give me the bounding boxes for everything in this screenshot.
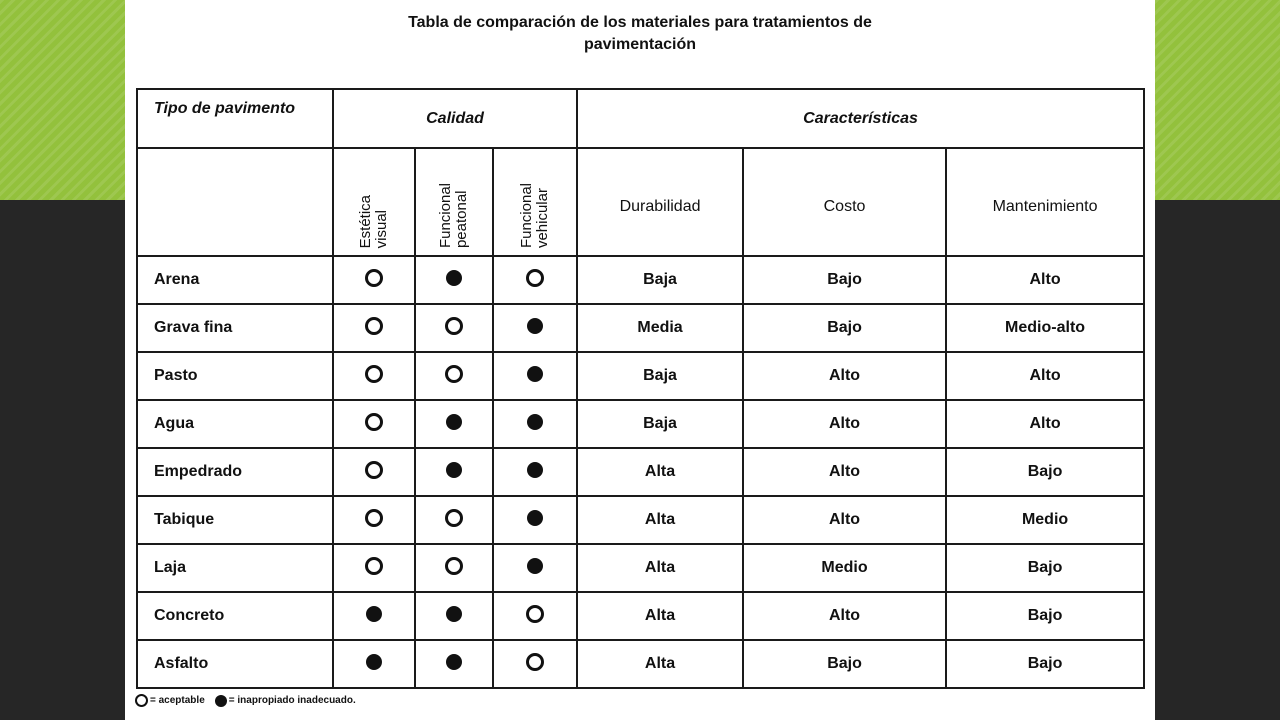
- row-material-name: Asfalto: [137, 640, 333, 688]
- cell-durabilidad: Baja: [577, 352, 743, 400]
- title-line-1: Tabla de comparación de los materiales para tratamientos de: [408, 14, 872, 31]
- header-calidad: Calidad: [333, 89, 577, 148]
- acceptable-circle-icon: [445, 509, 463, 527]
- cell-costo: Bajo: [743, 256, 946, 304]
- table-row: [137, 544, 1144, 592]
- cell-vehicular: [493, 640, 577, 688]
- header-estetica: [333, 148, 415, 256]
- cell-peatonal: [415, 400, 493, 448]
- acceptable-circle-icon: [365, 269, 383, 287]
- inappropriate-dot-icon: [366, 654, 382, 670]
- document-sheet: [125, 0, 1155, 720]
- row-material-name: Concreto: [137, 592, 333, 640]
- cell-costo: Medio: [743, 544, 946, 592]
- table-row: [137, 592, 1144, 640]
- cell-vehicular: [493, 304, 577, 352]
- inappropriate-dot-icon: [527, 414, 543, 430]
- cell-peatonal: [415, 448, 493, 496]
- inappropriate-dot-icon: [527, 318, 543, 334]
- header-peatonal-label: Funcional peatonal: [437, 182, 470, 248]
- cell-vehicular: [493, 592, 577, 640]
- cell-mantenimiento: Medio-alto: [946, 304, 1144, 352]
- decor-green-right: [1155, 0, 1280, 200]
- title-line-2: pavimentación: [583, 36, 697, 53]
- inappropriate-dot-icon: [446, 606, 462, 622]
- decor-green-left: [0, 0, 125, 200]
- acceptable-circle-icon: [445, 557, 463, 575]
- cell-durabilidad: Alta: [577, 640, 743, 688]
- cell-estetica: [333, 592, 415, 640]
- cell-costo: Alto: [743, 592, 946, 640]
- cell-estetica: [333, 400, 415, 448]
- cell-mantenimiento: Bajo: [946, 448, 1144, 496]
- acceptable-circle-icon: [526, 269, 544, 287]
- inappropriate-dot-icon: [527, 462, 543, 478]
- inappropriate-dot-icon: [527, 366, 543, 382]
- cell-mantenimiento: Bajo: [946, 640, 1144, 688]
- cell-peatonal: [415, 304, 493, 352]
- cell-mantenimiento: Alto: [946, 352, 1144, 400]
- table-row: [137, 256, 1144, 304]
- cell-costo: Bajo: [743, 640, 946, 688]
- inappropriate-dot-icon: [215, 695, 227, 707]
- header-vehicular: [493, 148, 577, 256]
- table-row: [137, 640, 1144, 688]
- inappropriate-dot-icon: [527, 558, 543, 574]
- row-material-name: Empedrado: [137, 448, 333, 496]
- header-costo: Costo: [743, 148, 946, 256]
- row-material-name: Agua: [137, 400, 333, 448]
- table-row: [137, 496, 1144, 544]
- acceptable-circle-icon: [365, 413, 383, 431]
- inappropriate-dot-icon: [527, 510, 543, 526]
- cell-costo: Alto: [743, 352, 946, 400]
- cell-peatonal: [415, 544, 493, 592]
- cell-estetica: [333, 496, 415, 544]
- inappropriate-dot-icon: [446, 654, 462, 670]
- cell-vehicular: [493, 400, 577, 448]
- cell-peatonal: [415, 352, 493, 400]
- cell-durabilidad: Baja: [577, 256, 743, 304]
- cell-durabilidad: Media: [577, 304, 743, 352]
- cell-peatonal: [415, 640, 493, 688]
- legend: [135, 694, 356, 707]
- acceptable-circle-icon: [365, 461, 383, 479]
- legend-acceptable: = aceptable: [150, 695, 205, 706]
- decor-dark-left: [0, 200, 125, 720]
- row-material-name: Arena: [137, 256, 333, 304]
- inappropriate-dot-icon: [446, 462, 462, 478]
- header-peatonal: [415, 148, 493, 256]
- comparison-table: [136, 88, 1145, 689]
- row-material-name: Grava fina: [137, 304, 333, 352]
- header-caracteristicas: Características: [577, 89, 1144, 148]
- row-material-name: Pasto: [137, 352, 333, 400]
- inappropriate-dot-icon: [446, 270, 462, 286]
- cell-peatonal: [415, 256, 493, 304]
- row-material-name: Laja: [137, 544, 333, 592]
- header-durabilidad: Durabilidad: [577, 148, 743, 256]
- cell-estetica: [333, 352, 415, 400]
- acceptable-circle-icon: [526, 605, 544, 623]
- cell-durabilidad: Alta: [577, 496, 743, 544]
- cell-vehicular: [493, 496, 577, 544]
- cell-vehicular: [493, 448, 577, 496]
- cell-costo: Alto: [743, 448, 946, 496]
- header-mantenimiento: Mantenimiento: [946, 148, 1144, 256]
- cell-peatonal: [415, 496, 493, 544]
- cell-estetica: [333, 640, 415, 688]
- acceptable-circle-icon: [135, 694, 148, 707]
- header-estetica-label: Estética visual: [357, 194, 390, 248]
- cell-vehicular: [493, 544, 577, 592]
- cell-mantenimiento: Medio: [946, 496, 1144, 544]
- decor-dark-right: [1155, 200, 1280, 720]
- acceptable-circle-icon: [365, 557, 383, 575]
- acceptable-circle-icon: [365, 509, 383, 527]
- table-row: [137, 400, 1144, 448]
- header-tipo: Tipo de pavimento: [137, 89, 333, 148]
- cell-durabilidad: Baja: [577, 400, 743, 448]
- legend-inappropriate: = inapropiado inadecuado.: [228, 695, 356, 706]
- inappropriate-dot-icon: [366, 606, 382, 622]
- cell-estetica: [333, 448, 415, 496]
- table-row: [137, 352, 1144, 400]
- cell-estetica: [333, 544, 415, 592]
- document-title: [125, 12, 1155, 56]
- cell-costo: Alto: [743, 400, 946, 448]
- cell-mantenimiento: Alto: [946, 400, 1144, 448]
- acceptable-circle-icon: [365, 317, 383, 335]
- cell-durabilidad: Alta: [577, 592, 743, 640]
- cell-durabilidad: Alta: [577, 544, 743, 592]
- cell-peatonal: [415, 592, 493, 640]
- acceptable-circle-icon: [365, 365, 383, 383]
- header-empty: [137, 148, 333, 256]
- cell-costo: Bajo: [743, 304, 946, 352]
- cell-vehicular: [493, 352, 577, 400]
- cell-mantenimiento: Bajo: [946, 544, 1144, 592]
- row-material-name: Tabique: [137, 496, 333, 544]
- cell-estetica: [333, 256, 415, 304]
- acceptable-circle-icon: [526, 653, 544, 671]
- cell-estetica: [333, 304, 415, 352]
- acceptable-circle-icon: [445, 317, 463, 335]
- table-row: [137, 304, 1144, 352]
- cell-costo: Alto: [743, 496, 946, 544]
- cell-durabilidad: Alta: [577, 448, 743, 496]
- inappropriate-dot-icon: [446, 414, 462, 430]
- acceptable-circle-icon: [445, 365, 463, 383]
- cell-mantenimiento: Bajo: [946, 592, 1144, 640]
- cell-vehicular: [493, 256, 577, 304]
- cell-mantenimiento: Alto: [946, 256, 1144, 304]
- header-vehicular-label: Funcional vehicular: [518, 182, 552, 248]
- table-row: [137, 448, 1144, 496]
